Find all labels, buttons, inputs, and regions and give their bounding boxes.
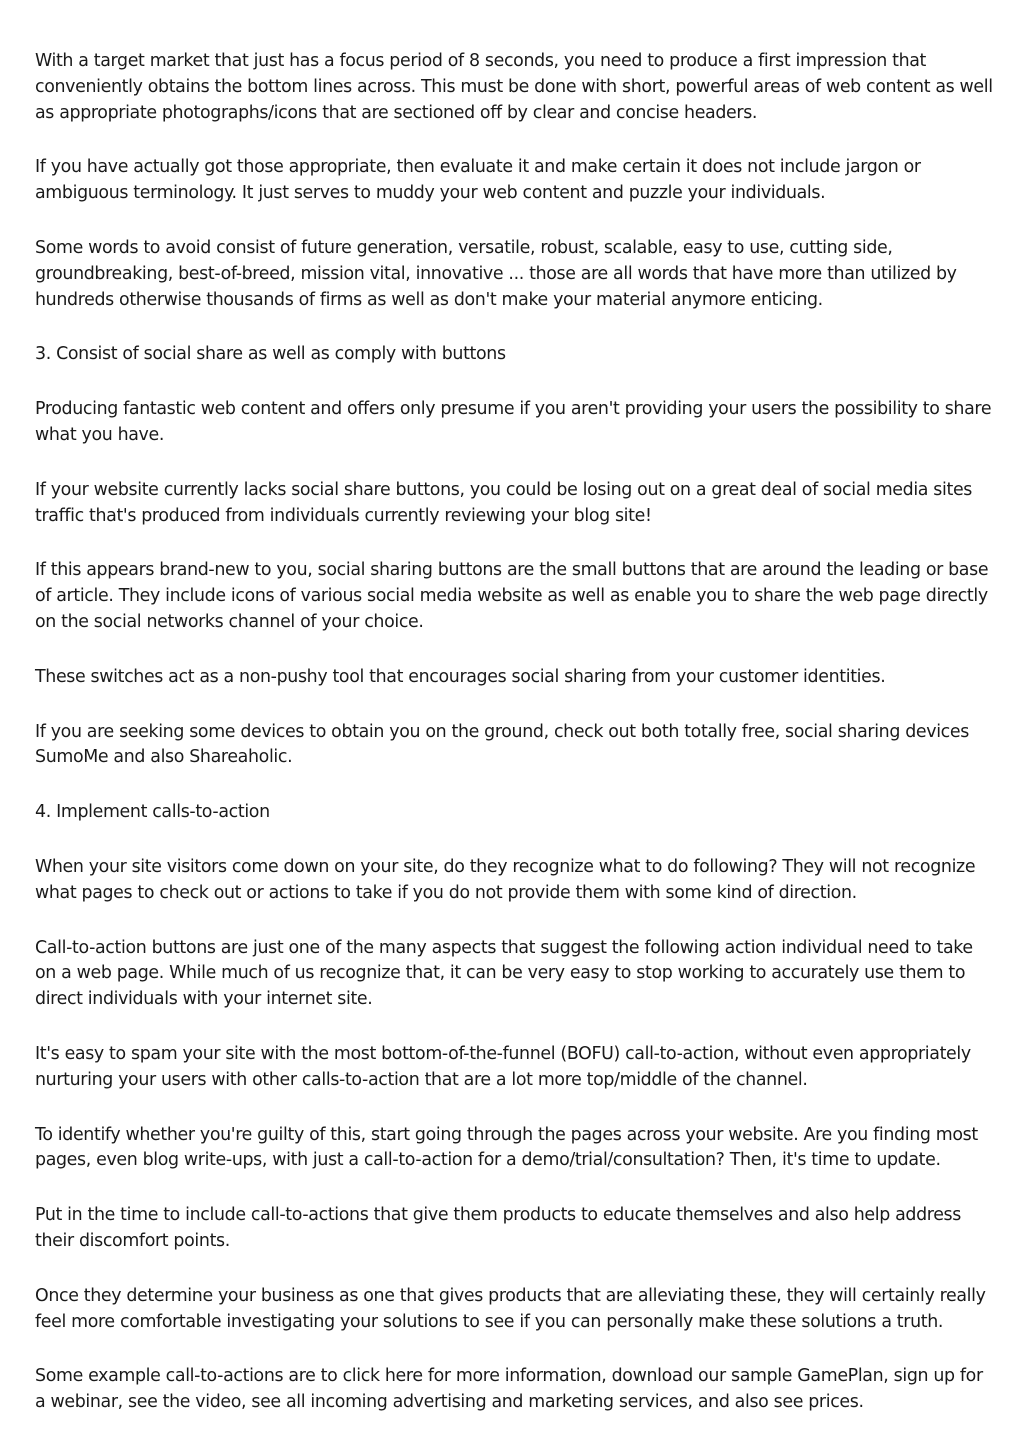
paragraph-comfortable-investigating: Once they determine your business as one that gives products that are alleviating these, they will certainly really feel more comfortable investigating your solutions to see if you can personally make these solutions a truth.	[35, 1285, 986, 1332]
paragraph-non-pushy-tool: These switches act as a non-pushy tool that encourages social sharing from your customer identities.	[35, 666, 886, 687]
paragraph-jargon: If you have actually got those appropriate, then evaluate it and make certain it does not include jargon or ambiguous terminology. It just serves to muddy your web content and puzzle your individuals.	[35, 157, 921, 204]
paragraph-lacking-share-buttons: If your website currently lacks social share buttons, you could be losing out on a great deal of social media sites traffic that's produced from individuals currently reviewing your blog site!	[35, 479, 973, 526]
section-heading-calls-to-action: 4. Implement calls-to-action	[35, 802, 270, 823]
paragraph-educate-products: Put in the time to include call-to-actions that give them products to educate themselves and also help address their discomfort points.	[35, 1205, 961, 1251]
paragraph-words-to-avoid: Some words to avoid consist of future generation, versatile, robust, scalable, easy to use, cutting side, groundbreaking, best-of-breed, mission vital, innovative ... those are all words that have more than utilized by hundreds otherwise thousands of firms as well as don't make your material anymore enticing.	[35, 237, 957, 310]
paragraph-visitor-direction: When your site visitors come down on your site, do they recognize what to do following? They will not recognize what pages to check out or actions to take if you do not provide them with some kind of direction.	[35, 856, 976, 903]
paragraph-attention-span: With a target market that just has a focus period of 8 seconds, you need to produce a first impression that conveniently obtains the bottom lines across. This must be done with short, powerful areas of web content as well as appropriate photographs/icons that are sectioned off by clear and concise headers.	[35, 51, 993, 123]
section-heading-social-share: 3. Consist of social share as well as comply with buttons	[35, 344, 506, 365]
paragraph-cta-examples: Some example call-to-actions are to click here for more information, download our sample GamePlan, sign up for a webinar, see the video, see all incoming advertising and marketing services, and also see prices.	[35, 1366, 983, 1413]
document-body	[35, 49, 995, 1445]
paragraph-sharing-content: Producing fantastic web content and offers only presume if you aren't providing your users the possibility to share what you have.	[35, 399, 992, 445]
paragraph-share-buttons-explained: If this appears brand-new to you, social sharing buttons are the small buttons that are around the leading or base of article. They include icons of various social media website as well as enable you to share the web page directly on the social networks channel of your choice.	[35, 560, 989, 632]
paragraph-sharing-devices: If you are seeking some devices to obtain you on the ground, check out both totally free, social sharing devices SumoMe and also Shareaholic.	[35, 721, 969, 768]
paragraph-cta-buttons: Call-to-action buttons are just one of the many aspects that suggest the following action individual need to take on a web page. While much of us recognize that, it can be very easy to stop working to accurately use them to direct individuals with your internet site.	[35, 937, 973, 1010]
paragraph-identify-guilt: To identify whether you're guilty of this, start going through the pages across your website. Are you finding most pages, even blog write-ups, with just a call-to-action for a demo/trial/consultation? Then, it's time to update.	[35, 1124, 978, 1171]
paragraph-bofu-spam: It's easy to spam your site with the most bottom-of-the-funnel (BOFU) call-to-action, without even appropriately nurturing your users with other calls-to-action that are a lot more top/middle of the channel.	[35, 1043, 971, 1090]
